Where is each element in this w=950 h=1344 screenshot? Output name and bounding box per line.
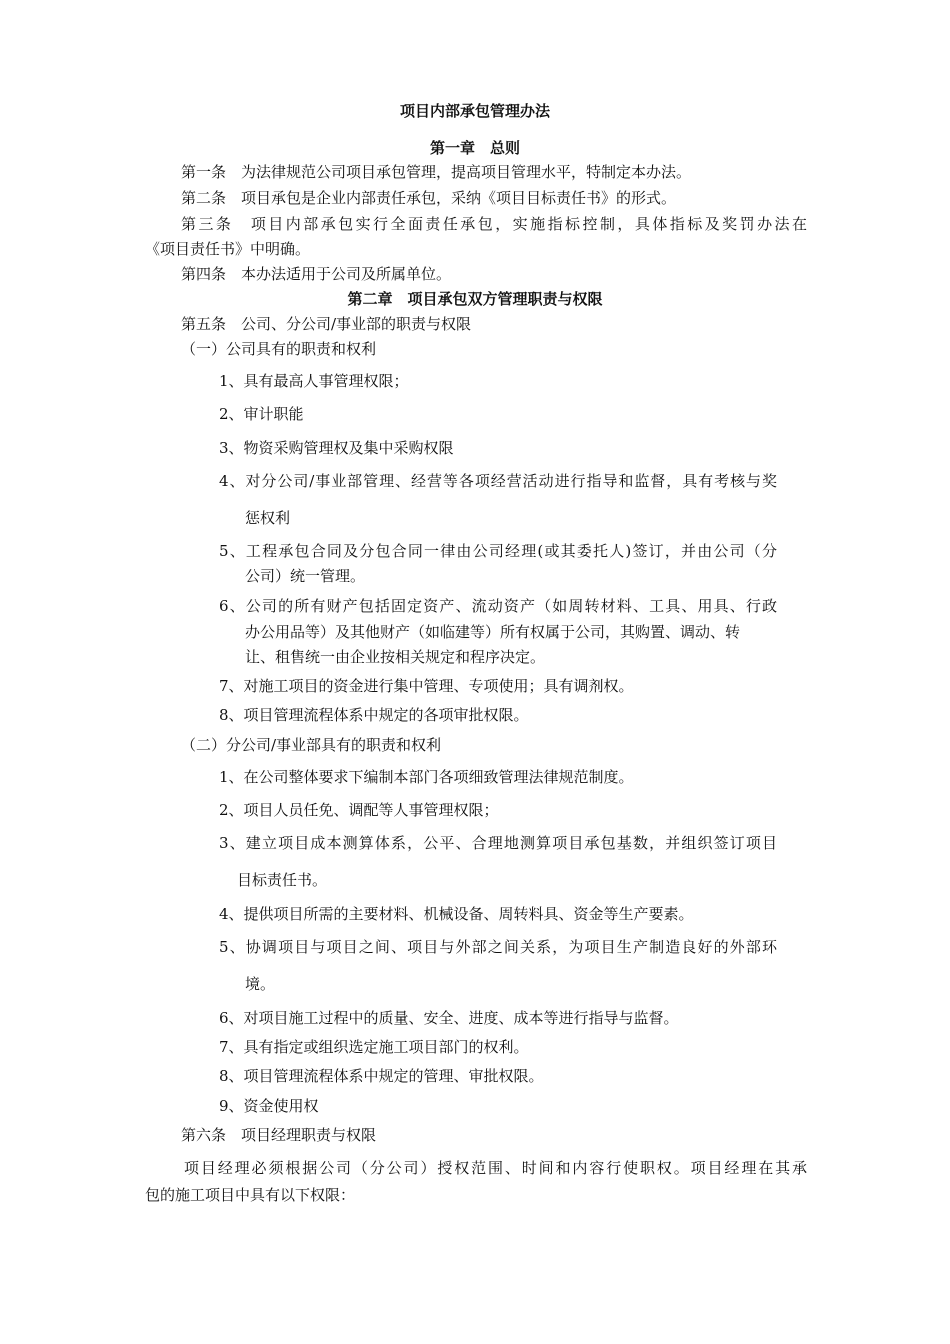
article-6: 第六条 项目经理职责与权限 xyxy=(181,1126,377,1144)
list-item: 2、项目人员任免、调配等人事管理权限； xyxy=(219,801,499,819)
list-item: 5、工程承包合同及分包合同一律由公司经理(或其委托人)签订，并由公司（分 xyxy=(219,542,777,560)
list-item-continuation: 惩权利 xyxy=(245,509,291,527)
list-item: 7、具有指定或组织选定施工项目部门的权利。 xyxy=(219,1038,529,1056)
list-item: 6、公司的所有财产包括固定资产、流动资产（如周转材料、工具、用具、行政 xyxy=(219,597,777,615)
list-item: 6、对项目施工过程中的质量、安全、进度、成本等进行指导与监督。 xyxy=(219,1009,679,1027)
list-item: 7、对施工项目的资金进行集中管理、专项使用；具有调剂权。 xyxy=(219,677,634,695)
list-item: 9、资金使用权 xyxy=(219,1097,319,1115)
section-2-heading: （二）分公司/事业部具有的职责和权利 xyxy=(181,736,442,754)
article-5: 第五条 公司、分公司/事业部的职责与权限 xyxy=(181,315,472,333)
list-item: 8、项目管理流程体系中规定的管理、审批权限。 xyxy=(219,1067,544,1085)
list-item-continuation: 目标责任书。 xyxy=(237,871,328,889)
list-item-continuation: 境。 xyxy=(245,975,276,993)
article-4: 第四条 本办法适用于公司及所属单位。 xyxy=(181,265,452,283)
section-1-heading: （一）公司具有的职责和权利 xyxy=(181,340,377,358)
paragraph-line-1: 项目经理必须根据公司（分公司）授权范围、时间和内容行使职权。项目经理在其承 xyxy=(184,1159,807,1177)
article-3-line-1: 第三条 项目内部承包实行全面责任承包，实施指标控制，具体指标及奖罚办法在 xyxy=(181,215,807,233)
chapter-2-heading: 第二章 项目承包双方管理职责与权限 xyxy=(347,290,603,308)
list-item: 1、具有最高人事管理权限； xyxy=(219,372,409,390)
list-item-continuation: 公司）统一管理。 xyxy=(245,567,366,585)
list-item-continuation: 让、租售统一由企业按相关规定和程序决定。 xyxy=(245,648,546,666)
paragraph-line-2: 包的施工项目中具有以下权限： xyxy=(145,1186,356,1204)
list-item: 3、建立项目成本测算体系，公平、合理地测算项目承包基数，并组织签订项目 xyxy=(219,834,777,852)
list-item: 3、物资采购管理权及集中采购权限 xyxy=(219,439,454,457)
list-item: 4、对分公司/事业部管理、经营等各项经营活动进行指导和监督，具有考核与奖 xyxy=(219,472,777,490)
article-3-line-2: 《项目责任书》中明确。 xyxy=(145,240,311,258)
list-item: 1、在公司整体要求下编制本部门各项细致管理法律规范制度。 xyxy=(219,768,634,786)
document-title: 项目内部承包管理办法 xyxy=(399,102,550,120)
list-item: 4、提供项目所需的主要材料、机械设备、周转料具、资金等生产要素。 xyxy=(219,905,694,923)
list-item-continuation: 办公用品等）及其他财产（如临建等）所有权属于公司，其购置、调动、转 xyxy=(245,623,741,641)
list-item: 8、项目管理流程体系中规定的各项审批权限。 xyxy=(219,706,529,724)
list-item: 2、审计职能 xyxy=(219,405,304,423)
chapter-1-heading: 第一章 总则 xyxy=(429,139,520,157)
article-1: 第一条 为法律规范公司项目承包管理，提高项目管理水平，特制定本办法。 xyxy=(181,163,692,181)
list-item: 5、协调项目与项目之间、项目与外部之间关系，为项目生产制造良好的外部环 xyxy=(219,938,777,956)
article-2: 第二条 项目承包是企业内部责任承包，采纳《项目目标责任书》的形式。 xyxy=(181,189,677,207)
